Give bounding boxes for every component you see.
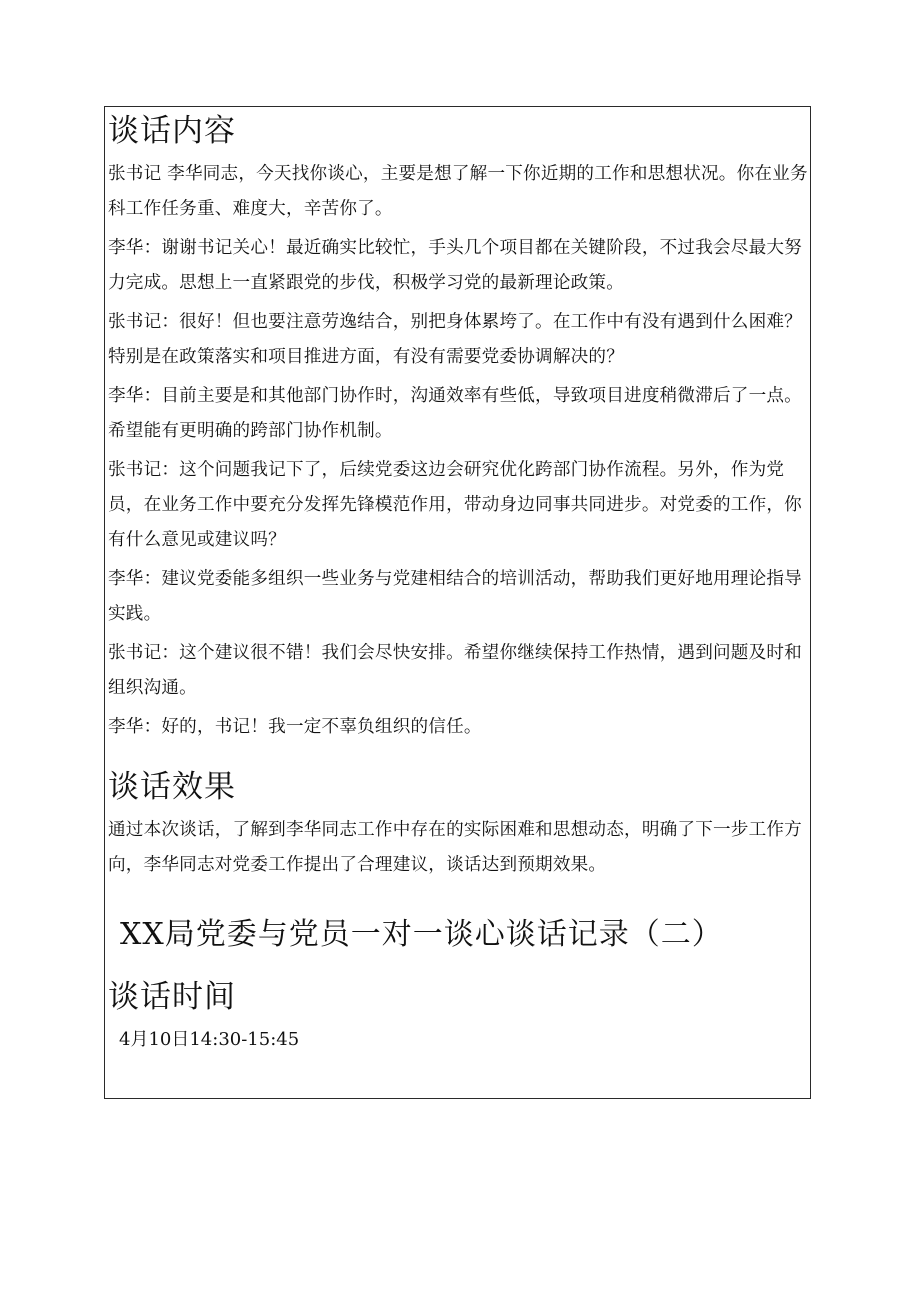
record-content — [105, 111, 810, 1055]
dialogue-paragraph: 李华：谢谢书记关心！最近确实比较忙，手头几个项目都在关键阶段，不过我会尽最大努力完成。思想上一直紧跟党的步伐，积极学习党的最新理论政策。 — [108, 238, 802, 293]
dialogue-paragraph: 张书记 李华同志，今天找你谈心，主要是想了解一下你近期的工作和思想状况。你在业务科工作任务重、难度大，辛苦你了。 — [108, 164, 808, 219]
dialogue-paragraph: 李华：建议党委能多组织一些业务与党建相结合的培训活动，帮助我们更好地用理论指导实践。 — [108, 569, 802, 624]
talk-content-heading: 谈话内容 — [108, 113, 236, 149]
talk-effect-heading: 谈话效果 — [108, 769, 236, 805]
dialogue-paragraph: 李华：好的，书记！我一定不辜负组织的信任。 — [108, 717, 482, 737]
document-title: XX局党委与党员一对一谈心谈话记录（二） — [120, 917, 723, 952]
dialogue-paragraph: 李华：目前主要是和其他部门协作时，沟通效率有些低，导致项目进度稍微滞后了一点。希望能有更明确的跨部门协作机制。 — [108, 386, 802, 441]
dialogue-paragraph: 张书记：这个问题我记下了，后续党委这边会研究优化跨部门协作流程。另外，作为党员，在业务工作中要充分发挥先锋模范作用，带动身边同事共同进步。对党委的工作，你有什么意见或建议吗？ — [108, 460, 802, 550]
effect-paragraph: 通过本次谈话，了解到李华同志工作中存在的实际困难和思想动态，明确了下一步工作方向，李华同志对党委工作提出了合理建议，谈话达到预期效果。 — [108, 820, 802, 875]
dialogue-paragraph: 张书记：很好！但也要注意劳逸结合，别把身体累垮了。在工作中有没有遇到什么困难？特别是在政策落实和项目推进方面，有没有需要党委协调解决的？ — [108, 312, 802, 367]
section-spacer — [108, 749, 810, 763]
talk-time-value: 4月10日14:30-15:45 — [119, 1029, 300, 1050]
record-table-frame — [104, 106, 811, 1099]
talk-time-heading: 谈话时间 — [108, 979, 236, 1015]
dialogue-paragraph: 张书记：这个建议很不错！我们会尽快安排。希望你继续保持工作热情，遇到问题及时和组织沟通。 — [108, 643, 802, 698]
